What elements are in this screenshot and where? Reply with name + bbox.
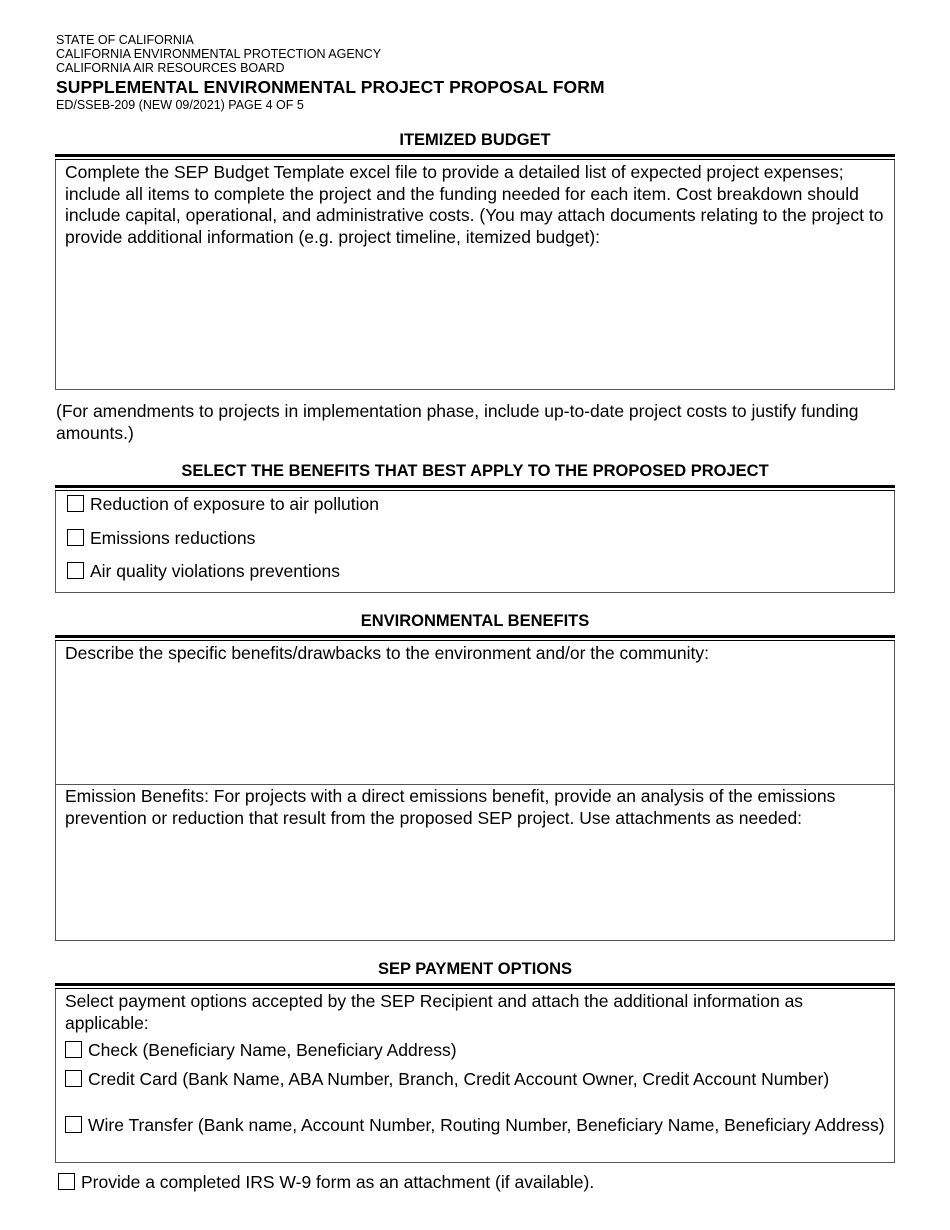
payment-option-check[interactable] [65,1040,886,1062]
payment-option-wire-transfer[interactable] [65,1115,886,1137]
payment-option-credit-card[interactable] [65,1069,886,1091]
field-divider [56,784,894,785]
benefit-option-label: Air quality violations preventions [90,561,340,581]
environmental-benefits-box [55,641,895,941]
benefit-option-label: Emissions reductions [90,528,256,548]
amendment-note: (For amendments to projects in implementation phase, include up-to-date project costs to justify funding amounts.) [56,401,859,443]
checkbox[interactable] [65,1041,82,1058]
checkbox[interactable] [65,1116,82,1133]
checkbox[interactable] [67,562,84,579]
checkbox[interactable] [58,1173,75,1190]
section-title-benefits: SELECT THE BENEFITS THAT BEST APPLY TO THE PROPOSED PROJECT [181,462,769,480]
checkbox[interactable] [65,1070,82,1087]
header-board: CALIFORNIA AIR RESOURCES BOARD [56,61,285,75]
benefit-option[interactable] [67,494,379,516]
itemized-budget-field[interactable] [55,160,895,390]
section-title-itemized-budget: ITEMIZED BUDGET [399,131,551,149]
header-state: STATE OF CALIFORNIA [56,33,194,47]
form-id: ED/SSEB-209 (NEW 09/2021) PAGE 4 OF 5 [56,98,304,112]
form-title: SUPPLEMENTAL ENVIRONMENTAL PROJECT PROPOSAL FORM [56,77,605,97]
payment-option-label: Credit Card (Bank Name, ABA Number, Branch, Credit Account Owner, Credit Account Number) [88,1069,830,1089]
payment-option-label: Wire Transfer (Bank name, Account Number, Routing Number, Beneficiary Name, Beneficiary Address) [88,1115,885,1135]
header-agency: CALIFORNIA ENVIRONMENTAL PROTECTION AGENCY [56,47,382,61]
payment-options-box [55,989,895,1163]
emission-benefits-field[interactable]: Emission Benefits: For projects with a direct emissions benefit, provide an analysis of the emissions prevention or reduction that result from the proposed SEP project. Use attachments as needed: [65,786,836,828]
section-title-payment-options: SEP PAYMENT OPTIONS [377,960,573,978]
benefit-option-label: Reduction of exposure to air pollution [90,494,379,514]
itemized-budget-instructions: Complete the SEP Budget Template excel file to provide a detailed list of expected project expenses; include all items to complete the project and the funding needed for each item. Cost breakdown should include capital, operational, and administrative costs. (You may attach documents relating to the project to provide additional information (e.g. project timeline, itemized budget): [65,162,884,247]
benefit-option[interactable] [67,528,255,550]
w9-option-label: Provide a completed IRS W-9 form as an attachment (if available). [81,1172,595,1192]
benefit-option[interactable] [67,561,340,583]
w9-option[interactable] [58,1172,594,1194]
checkbox[interactable] [67,495,84,512]
checkbox[interactable] [67,529,84,546]
payment-option-label: Check (Beneficiary Name, Beneficiary Address) [88,1040,457,1060]
payment-intro: Select payment options accepted by the SEP Recipient and attach the additional information as applicable: [65,991,804,1033]
benefits-box [55,491,895,593]
section-title-environmental-benefits: ENVIRONMENTAL BENEFITS [360,612,590,630]
describe-benefits-field[interactable]: Describe the specific benefits/drawbacks to the environment and/or the community: [65,643,709,663]
